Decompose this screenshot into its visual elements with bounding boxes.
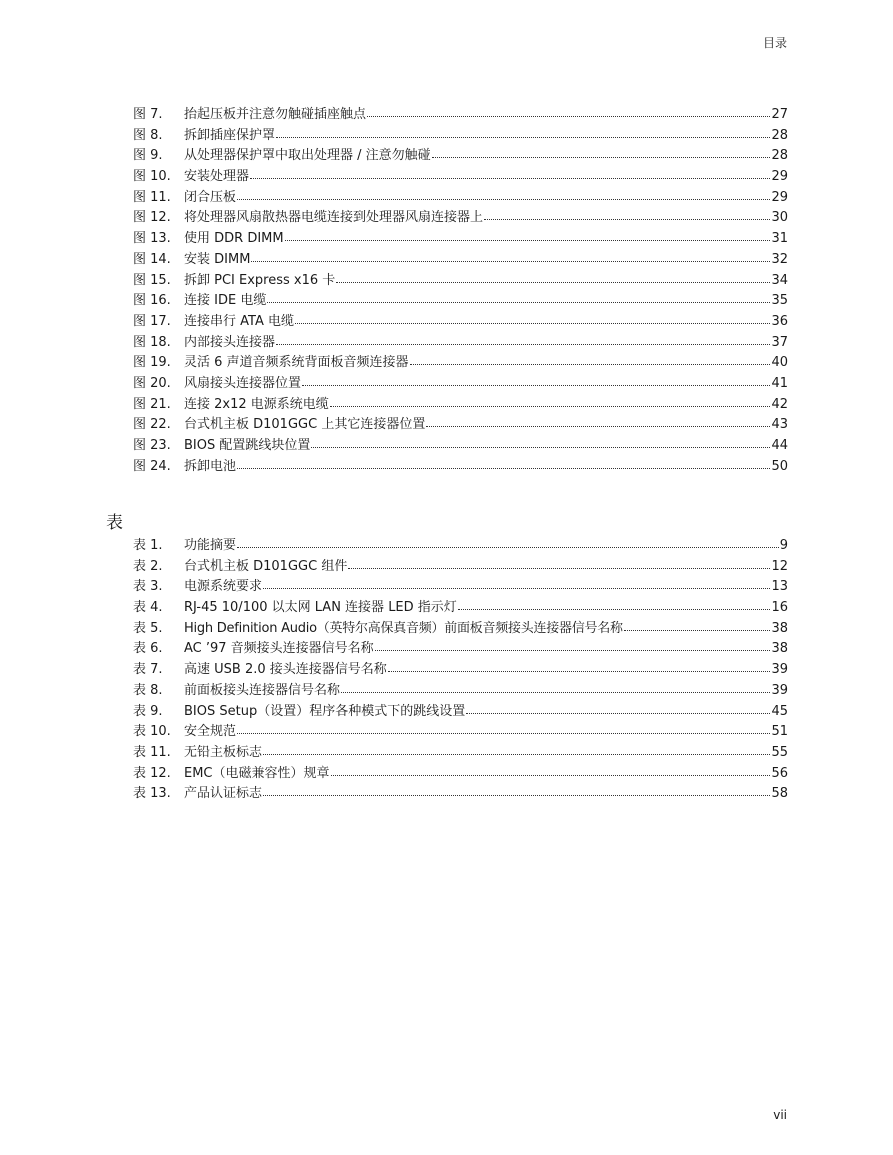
toc-entry-title: 电源系统要求 [184, 579, 263, 595]
dot-leader [251, 250, 770, 263]
dot-leader [263, 577, 770, 590]
toc-entry-title: BIOS 配置跳线块位置 [184, 438, 311, 453]
dot-leader [388, 660, 771, 673]
dot-leader [410, 353, 771, 366]
table-list [133, 536, 788, 805]
toc-entry-page: 42 [771, 396, 788, 412]
dot-leader [375, 639, 771, 652]
toc-entry-page: 29 [771, 169, 788, 185]
toc-entry-page: 39 [771, 682, 788, 698]
dot-leader [432, 146, 771, 159]
dot-leader [237, 457, 770, 470]
toc-entry-page: 9 [779, 538, 788, 553]
toc-entry[interactable] [133, 229, 788, 250]
toc-entry-page: 35 [771, 293, 788, 309]
toc-entry[interactable] [133, 312, 788, 333]
toc-entry-page: 38 [771, 620, 788, 636]
toc-entry-title: 将处理器风扇散热器电缆连接到处理器风扇连接器上 [184, 210, 484, 226]
toc-entry-page: 30 [771, 210, 788, 226]
toc-entry[interactable] [133, 291, 788, 312]
toc-entry-label: 表 12. [133, 765, 171, 781]
toc-entry-title: 安全规范 [184, 724, 237, 740]
dot-leader [295, 312, 770, 325]
toc-entry-label: 图 15. [133, 272, 171, 288]
toc-entry-label: 图 8. [133, 127, 163, 143]
toc-entry[interactable] [133, 743, 788, 764]
dot-leader [267, 291, 770, 304]
toc-entry[interactable] [133, 353, 788, 374]
toc-entry[interactable] [133, 702, 788, 723]
toc-entry-label: 图 24. [133, 458, 171, 474]
toc-entry[interactable] [133, 395, 788, 416]
toc-entry[interactable] [133, 557, 788, 578]
toc-entry-label: 表 10. [133, 724, 171, 740]
toc-entry-page: 34 [771, 272, 788, 288]
dot-leader [624, 619, 771, 632]
toc-entry-page: 28 [771, 148, 788, 164]
toc-entry-title: AC ’97 音频接头连接器信号名称 [184, 641, 374, 657]
dot-leader [276, 333, 770, 346]
dot-leader [367, 105, 770, 118]
dot-leader [426, 415, 770, 428]
toc-entry-label: 表 7. [133, 662, 163, 678]
toc-entry[interactable] [133, 598, 788, 619]
toc-entry-title: 功能摘要 [184, 538, 237, 553]
toc-entry[interactable] [133, 105, 788, 126]
toc-entry-title: 无铅主板标志 [184, 744, 263, 760]
toc-entry-page: 36 [771, 313, 788, 329]
toc-entry-label: 图 17. [133, 313, 171, 329]
toc-entry[interactable] [133, 681, 788, 702]
dot-leader [336, 271, 770, 284]
toc-entry-title: 连接 2x12 电源系统电缆 [184, 396, 329, 412]
toc-entry-page: 32 [771, 251, 788, 267]
toc-entry[interactable] [133, 208, 788, 229]
toc-entry-label: 图 23. [133, 438, 171, 453]
dot-leader [263, 743, 770, 756]
toc-entry[interactable] [133, 619, 788, 640]
toc-entry-title: High Definition Audio（英特尔高保真音频）前面板音频接头连接器信号名称 [184, 620, 623, 636]
dot-leader [250, 167, 770, 180]
dot-leader [331, 764, 771, 777]
toc-entry-page: 43 [771, 417, 788, 433]
toc-entry[interactable] [133, 415, 788, 436]
toc-entry-page: 55 [771, 744, 788, 760]
toc-entry-page: 44 [771, 438, 788, 453]
dot-leader [348, 557, 770, 570]
toc-entry-page: 16 [771, 600, 788, 616]
toc-entry-title: 内部接头连接器 [184, 334, 276, 350]
toc-entry-title: 从处理器保护罩中取出处理器 / 注意勿触碰 [184, 148, 431, 164]
toc-entry-label: 图 9. [133, 148, 163, 164]
dot-leader [302, 374, 770, 387]
toc-entry-page: 56 [771, 765, 788, 781]
toc-entry-label: 图 18. [133, 334, 171, 350]
dot-leader [458, 598, 771, 611]
running-header-title: 目录 [762, 36, 787, 50]
toc-entry-page: 58 [771, 786, 788, 802]
toc-entry-label: 图 22. [133, 417, 171, 433]
toc-entry-page: 51 [771, 724, 788, 740]
toc-entry-label: 表 6. [133, 641, 163, 657]
toc-entry-page: 50 [771, 458, 788, 474]
toc-entry-label: 图 7. [133, 107, 163, 122]
toc-entry[interactable] [133, 126, 788, 147]
toc-entry[interactable] [133, 271, 788, 292]
toc-entry-title: 连接 IDE 电缆 [184, 293, 267, 309]
toc-entry-title: 闭合压板 [184, 189, 237, 205]
toc-entry[interactable] [133, 784, 788, 805]
dot-leader [330, 395, 771, 408]
page-number: vii [773, 1108, 787, 1122]
dot-leader [341, 681, 770, 694]
toc-entry-label: 图 21. [133, 396, 171, 412]
toc-entry-title: 连接串行 ATA 电缆 [184, 313, 294, 329]
toc-entry[interactable] [133, 188, 788, 209]
dot-leader [276, 126, 770, 139]
toc-entry-title: 抬起压板并注意勿触碰插座触点 [184, 107, 367, 122]
toc-entry-title: BIOS Setup（设置）程序各种模式下的跳线设置 [184, 703, 466, 719]
toc-entry-page: 13 [771, 579, 788, 595]
toc-entry-label: 图 20. [133, 375, 171, 391]
toc-entry-title: EMC（电磁兼容性）规章 [184, 765, 330, 781]
toc-entry-label: 图 13. [133, 231, 171, 247]
toc-entry[interactable] [133, 374, 788, 395]
toc-entry-label: 表 8. [133, 682, 163, 698]
toc-entry-page: 31 [771, 231, 788, 247]
toc-entry-title: 安装 DIMM [184, 251, 251, 267]
toc-entry[interactable] [133, 250, 788, 271]
toc-entry-title: 拆卸电池 [184, 458, 237, 474]
toc-entry-label: 表 2. [133, 558, 163, 574]
dot-leader [285, 229, 771, 242]
toc-entry-title: 使用 DDR DIMM [184, 231, 284, 247]
toc-entry-label: 图 19. [133, 355, 171, 371]
toc-entry-label: 图 14. [133, 251, 171, 267]
toc-entry-title: 台式机主板 D101GGC 上其它连接器位置 [184, 417, 426, 433]
toc-entry-label: 表 5. [133, 620, 163, 636]
dot-leader [466, 702, 770, 715]
toc-entry[interactable] [133, 660, 788, 681]
toc-entry-page: 40 [771, 355, 788, 371]
toc-entry[interactable] [133, 577, 788, 598]
toc-entry-page: 38 [771, 641, 788, 657]
toc-entry-title: 高速 USB 2.0 接头连接器信号名称 [184, 662, 387, 678]
toc-entry-page: 28 [771, 127, 788, 143]
figure-list [133, 105, 788, 477]
dot-leader [237, 536, 779, 549]
toc-entry-title: 拆卸 PCI Express x16 卡 [184, 272, 336, 288]
toc-entry-label: 表 9. [133, 703, 163, 719]
toc-entry[interactable] [133, 722, 788, 743]
toc-entry-page: 27 [771, 107, 788, 122]
toc-entry[interactable] [133, 764, 788, 785]
toc-entry[interactable] [133, 436, 788, 457]
dot-leader [263, 784, 770, 797]
toc-entry-label: 表 11. [133, 744, 171, 760]
toc-entry-label: 表 1. [133, 538, 163, 553]
toc-entry[interactable] [133, 639, 788, 660]
section-heading-tables: 表 [106, 513, 123, 533]
toc-entry[interactable] [133, 146, 788, 167]
toc-entry-label: 图 16. [133, 293, 171, 309]
toc-entry-page: 39 [771, 662, 788, 678]
toc-entry-label: 图 11. [133, 189, 171, 205]
toc-entry-title: 风扇接头连接器位置 [184, 375, 302, 391]
toc-entry-page: 29 [771, 189, 788, 205]
toc-entry[interactable] [133, 167, 788, 188]
dot-leader [311, 436, 770, 449]
toc-entry-title: 拆卸插座保护罩 [184, 127, 276, 143]
toc-entry[interactable] [133, 536, 788, 557]
toc-entry-title: 灵活 6 声道音频系统背面板音频连接器 [184, 355, 409, 371]
toc-entry-page: 41 [771, 375, 788, 391]
toc-entry-label: 表 4. [133, 600, 163, 616]
toc-entry-page: 37 [771, 334, 788, 350]
dot-leader [484, 208, 770, 221]
toc-entry-label: 表 13. [133, 786, 171, 802]
toc-entry-title: 产品认证标志 [184, 786, 263, 802]
toc-entry-title: RJ-45 10/100 以太网 LAN 连接器 LED 指示灯 [184, 600, 457, 616]
dot-leader [237, 188, 770, 201]
toc-entry-label: 图 10. [133, 169, 171, 185]
dot-leader [237, 722, 770, 735]
toc-entry-page: 12 [771, 558, 788, 574]
toc-entry-label: 表 3. [133, 579, 163, 595]
toc-entry-label: 图 12. [133, 210, 171, 226]
toc-entry[interactable] [133, 457, 788, 478]
toc-entry-title: 前面板接头连接器信号名称 [184, 682, 341, 698]
toc-entry-title: 安装处理器 [184, 169, 250, 185]
toc-entry-page: 45 [771, 703, 788, 719]
toc-entry-title: 台式机主板 D101GGC 组件 [184, 558, 348, 574]
toc-entry[interactable] [133, 333, 788, 354]
